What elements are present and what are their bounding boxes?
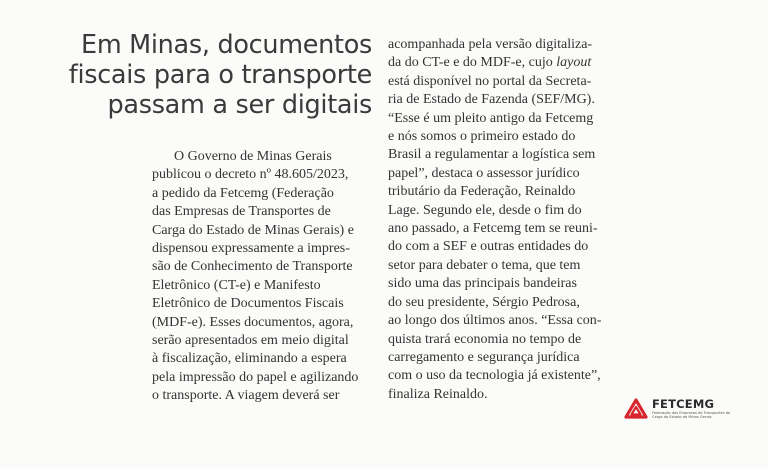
body-line: ao longo dos últimos anos. “Essa con- <box>388 313 602 329</box>
body-line: o transporte. A viagem deverá ser <box>152 388 340 404</box>
body-line: Eletrônico de Documentos Fiscais <box>152 296 344 312</box>
body-line: dispensou expressamente a impres- <box>152 241 350 257</box>
article-left-column <box>152 148 364 406</box>
body-line: da do CT-e e do MDF-e, cujo layout <box>388 55 592 71</box>
body-line: Lage. Segundo ele, desde o fim do <box>388 202 582 218</box>
body-line: do com a SEF e outras entidades do <box>388 239 589 255</box>
body-line: a pedido da Fetcemg (Federação <box>152 185 334 201</box>
body-line: quista trará economia no tempo de <box>388 331 582 347</box>
body-line: das Empresas de Transportes de <box>152 204 331 220</box>
body-line: publicou o decreto nº 48.605/2023, <box>152 167 349 183</box>
headline-line: Em Minas, documentos <box>81 30 372 60</box>
body-line: tributário da Federação, Reinaldo <box>388 184 576 200</box>
body-line: setor para debater o tema, que tem <box>388 257 581 273</box>
body-line: está disponível no portal da Secreta- <box>388 73 592 89</box>
body-line: serão apresentados em meio digital <box>152 333 349 349</box>
body-line: acompanhada pela versão digitaliza- <box>388 37 593 52</box>
logo-name: FETCEMG <box>652 397 715 411</box>
body-line: Eletrônico (CT-e) e Manifesto <box>152 277 321 293</box>
article-right-column <box>388 36 620 404</box>
headline-line: passam a ser digitais <box>107 90 372 120</box>
fetcemg-logo <box>623 395 733 425</box>
body-line: “Esse é um pleito antigo da Fetcemg <box>388 110 594 126</box>
body-line: (MDF-e). Esses documentos, agora, <box>152 314 354 330</box>
headline <box>40 30 372 120</box>
body-line: com o uso da tecnologia já existente”, <box>388 368 601 384</box>
body-line: ria de Estado de Fazenda (SEF/MG). <box>388 92 595 108</box>
fetcemg-logo-icon <box>623 397 649 423</box>
body-line: sido uma das principais bandeiras <box>388 276 577 292</box>
body-line: pela impressão do papel e agilizando <box>152 369 359 385</box>
body-line: carregamento e segurança jurídica <box>388 349 580 365</box>
body-line: finaliza Reinaldo. <box>388 386 488 402</box>
body-line: Brasil a regulamentar a logística sem <box>388 147 596 163</box>
body-line: à fiscalização, eliminando a espera <box>152 351 347 367</box>
body-line: Carga do Estado de Minas Gerais) e <box>152 222 354 238</box>
body-line: e nós somos o primeiro estado do <box>388 129 576 145</box>
body-line: do seu presidente, Sérgio Pedrosa, <box>388 294 580 310</box>
logo-subtitle: Federação das Empresas de Transportes de Carga do Estado de Minas Gerais <box>652 411 731 420</box>
body-line: papel”, destaca o assessor jurídico <box>388 165 580 181</box>
headline-line: fiscais para o transporte <box>68 60 372 90</box>
body-line: ano passado, a Fetcemg tem se reuni- <box>388 221 598 237</box>
body-line: são de Conhecimento de Transporte <box>152 259 353 275</box>
italic-term: layout <box>556 55 592 71</box>
body-line: O Governo de Minas Gerais <box>174 149 332 164</box>
